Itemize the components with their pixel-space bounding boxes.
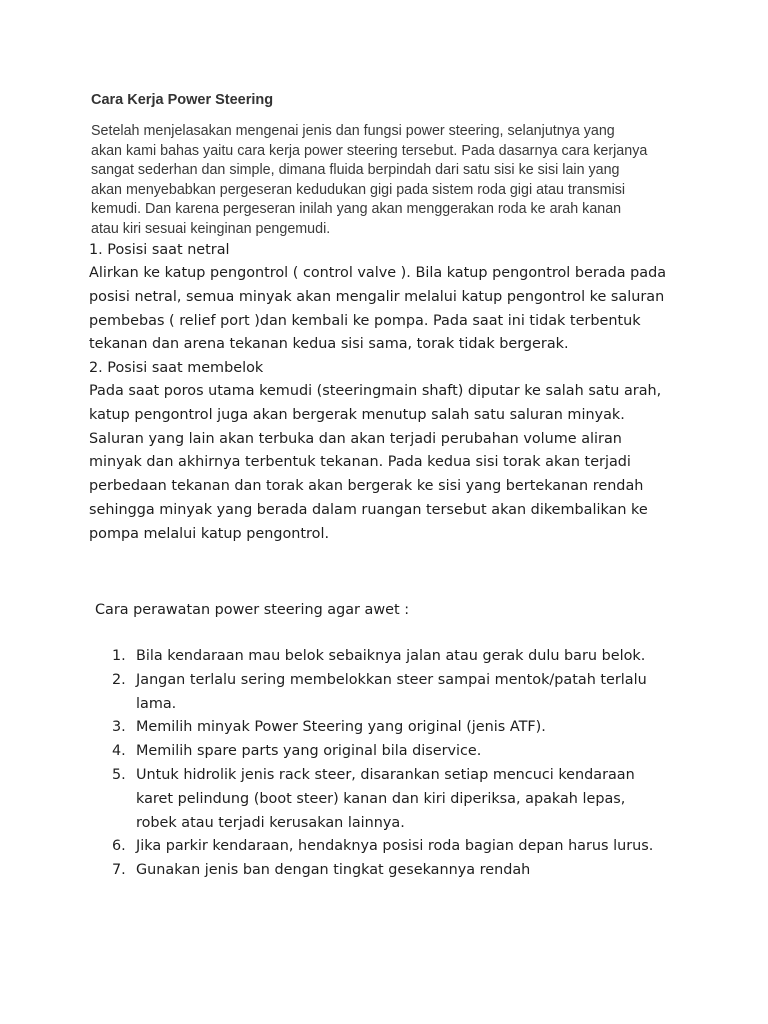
intro-line: Setelah menjelasakan mengenai jenis dan fungsi power steering, selanjutnya yang: [91, 123, 615, 139]
care-heading: Cara perawatan power steering agar awet :: [95, 602, 410, 618]
section-paragraph-netral: [89, 262, 709, 357]
paragraph-line: minyak dan akhirnya terbentuk tekanan. Pada kedua sisi torak akan terjadi: [89, 454, 631, 471]
list-number: 2.: [112, 671, 126, 688]
care-list-item: [100, 859, 700, 883]
list-item-text: robek atau terjadi kerusakan lainnya.: [136, 814, 405, 831]
care-list-item: [100, 645, 700, 669]
paragraph-line: Saluran yang lain akan terbuka dan akan terjadi perubahan volume aliran: [89, 430, 622, 447]
paragraph-line: pompa melalui katup pengontrol.: [89, 525, 330, 542]
section-paragraph-membelok: [89, 380, 709, 547]
paragraph-line: sehingga minyak yang berada dalam ruangan tersebut akan dikembalikan ke: [89, 501, 648, 518]
document-title: Cara Kerja Power Steering: [91, 92, 274, 108]
list-item-text: lama.: [136, 695, 177, 712]
list-item-text: karet pelindung (boot steer) kanan dan kiri diperiksa, apakah lepas,: [136, 790, 626, 807]
intro-line: sangat sederhan dan simple, dimana fluida berpindah dari satu sisi ke sisi lain yang: [91, 162, 620, 178]
intro-line: kemudi. Dan karena pergeseran inilah yang akan menggerakan roda ke arah kanan: [91, 201, 622, 217]
paragraph-line: katup pengontrol juga akan bergerak menutup salah satu saluran minyak.: [89, 406, 625, 423]
list-item-text: Memilih minyak Power Steering yang original (jenis ATF).: [136, 719, 546, 736]
paragraph-line: tekanan dan arena tekanan kedua sisi sama, torak tidak bergerak.: [89, 336, 569, 353]
intro-paragraph: [91, 122, 691, 239]
list-item-text: Bila kendaraan mau belok sebaiknya jalan atau gerak dulu baru belok.: [136, 648, 646, 664]
section-heading-text: 2. Posisi saat membelok: [89, 360, 264, 376]
care-list-item: [100, 740, 700, 764]
paragraph-line: posisi netral, semua minyak akan mengalir melalui katup pengontrol ke saluran: [89, 288, 665, 305]
paragraph-line: Pada saat poros utama kemudi (steeringmain shaft) diputar ke salah satu arah,: [89, 383, 662, 399]
intro-line: akan kami bahas yaitu cara kerja power steering tersebut. Pada dasarnya cara kerjanya: [91, 142, 648, 159]
paragraph-line: perbedaan tekanan dan torak akan bergerak ke sisi yang bertekanan rendah: [89, 478, 644, 495]
care-list: [100, 645, 700, 883]
list-item-text: Gunakan jenis ban dengan tingkat gesekannya rendah: [136, 862, 531, 879]
list-item-text: Untuk hidrolik jenis rack steer, disarankan setiap mencuci kendaraan: [136, 766, 635, 783]
list-number: 3.: [112, 719, 126, 736]
care-list-item: [100, 669, 700, 717]
list-number: 7.: [112, 862, 126, 879]
section-heading-text: 1. Posisi saat netral: [89, 242, 230, 258]
care-list-item: [100, 835, 700, 859]
list-number: 5.: [112, 766, 126, 783]
intro-line: akan menyebabkan pergeseran kedudukan gigi pada sistem roda gigi atau transmisi: [91, 181, 626, 198]
intro-line: atau kiri sesuai keinginan pengemudi.: [91, 220, 331, 237]
paragraph-line: pembebas ( relief port )dan kembali ke pompa. Pada saat ini tidak terbentuk: [89, 312, 641, 329]
section-heading-membelok: [89, 357, 709, 381]
section-heading-netral: [89, 239, 709, 263]
care-list-item: [100, 764, 700, 835]
paragraph-line: Alirkan ke katup pengontrol ( control valve ). Bila katup pengontrol berada pada: [89, 265, 667, 281]
list-number: 1.: [112, 648, 126, 664]
list-item-text: Jika parkir kendaraan, hendaknya posisi roda bagian depan harus lurus.: [136, 838, 654, 855]
care-list-item: [100, 716, 700, 740]
list-item-text: Memilih spare parts yang original bila diservice.: [136, 743, 482, 760]
list-item-text: Jangan terlalu sering membelokkan steer sampai mentok/patah terlalu: [136, 671, 647, 688]
list-number: 6.: [112, 838, 126, 855]
list-number: 4.: [112, 743, 126, 760]
